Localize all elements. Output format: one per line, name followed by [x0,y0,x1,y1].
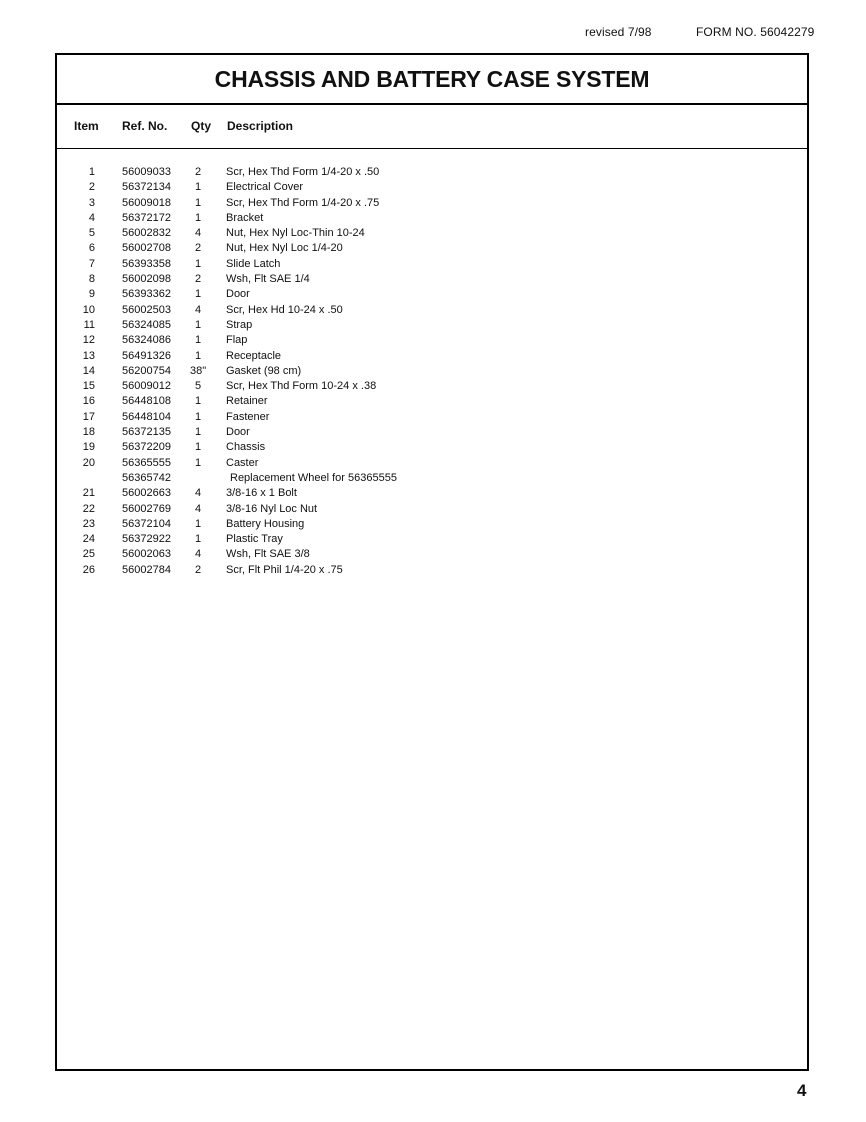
table-row [57,303,807,318]
part-description: Fastener [226,410,270,423]
part-ref-number: 56448104 [122,410,171,423]
table-row [57,471,807,486]
table-row [57,196,807,211]
table-row [57,425,807,440]
part-item-number: 3 [88,196,95,209]
part-ref-number: 56002784 [122,563,171,576]
part-item-number: 8 [88,273,95,286]
part-quantity: 1 [194,395,202,408]
part-description: Nut, Hex Nyl Loc-Thin 10-24 [226,227,365,240]
table-row [57,517,807,532]
part-description: Flap [226,334,248,347]
part-description: Retainer [226,395,268,408]
part-ref-number: 56009033 [122,166,171,178]
part-ref-number: 56448108 [122,395,171,408]
part-item-number: 25 [82,548,95,561]
revision-date: revised 7/98 [585,25,652,39]
part-item-number: 2 [88,181,95,194]
part-quantity: 1 [194,426,202,439]
part-item-number: 22 [82,502,95,515]
part-quantity: 1 [194,349,202,362]
part-description: Chassis [226,441,266,454]
part-item-number: 23 [82,517,95,530]
part-ref-number: 56200754 [122,364,171,377]
parts-list-frame [55,53,809,1071]
part-ref-number: 56372134 [122,181,171,194]
part-description: Scr, Hex Thd Form 10-24 x .38 [226,380,377,393]
table-row [57,211,807,226]
table-row [57,272,807,287]
part-ref-number: 56002832 [122,227,171,240]
part-ref-number: 56002098 [122,273,171,286]
part-ref-number: 56009018 [122,196,171,209]
part-quantity: 1 [194,211,202,224]
column-header-ref-no: Ref. No. [122,119,168,133]
part-quantity: 4 [194,303,202,316]
part-quantity: 1 [194,288,202,301]
part-ref-number: 56365742 [122,471,171,484]
part-ref-number: 56002663 [122,487,171,500]
part-quantity: 38" [190,364,207,377]
table-row [57,333,807,348]
part-description: Scr, Hex Thd Form 1/4-20 x .75 [226,196,380,209]
table-row [57,394,807,409]
table-row [57,410,807,425]
part-description: Battery Housing [226,517,305,530]
part-item-number: 18 [82,426,95,439]
part-item-number: 20 [82,456,95,469]
table-row [57,547,807,562]
part-item-number: 21 [82,487,95,500]
part-quantity: 4 [194,502,202,515]
part-description: Nut, Hex Nyl Loc 1/4-20 [226,242,343,255]
part-ref-number: 56002708 [122,242,171,255]
part-item-number: 11 [83,318,95,331]
part-item-number: 10 [82,303,95,316]
table-row [57,226,807,241]
part-quantity: 1 [194,441,202,454]
part-description: Scr, Hex Hd 10-24 x .50 [226,303,343,316]
part-item-number: 17 [82,410,95,423]
part-ref-number: 56002063 [122,548,171,561]
part-item-number: 13 [82,349,95,362]
part-ref-number: 56393358 [122,257,171,270]
part-ref-number: 56324085 [122,318,171,331]
part-quantity: 2 [194,242,202,255]
part-description: Wsh, Flt SAE 1/4 [226,273,310,286]
table-row [57,180,807,195]
page-number: 4 [797,1081,807,1100]
column-header-description: Description [227,119,294,133]
part-description: Receptacle [226,349,282,362]
part-quantity: 1 [194,517,202,530]
part-item-number: 6 [88,242,95,255]
part-ref-number: 56372209 [122,441,171,454]
part-description: Door [226,426,250,439]
part-description: Replacement Wheel for 56365555 [230,471,397,484]
part-description: Caster [226,456,259,469]
part-description: 3/8-16 x 1 Bolt [226,487,297,500]
part-quantity: 1 [194,318,202,331]
part-description: Strap [226,318,253,331]
part-item-number: 15 [82,380,95,393]
part-description: Wsh, Flt SAE 3/8 [226,548,310,561]
table-row [57,364,807,379]
part-quantity: 2 [194,166,202,178]
part-quantity: 5 [194,380,202,393]
part-item-number: 5 [88,227,95,240]
table-row [57,379,807,394]
part-item-number: 24 [82,533,95,546]
part-ref-number: 56491326 [122,349,171,362]
part-ref-number: 56365555 [122,456,171,469]
part-ref-number: 56372135 [122,426,171,439]
part-description: 3/8-16 Nyl Loc Nut [226,502,318,515]
part-quantity: 1 [194,196,202,209]
part-item-number: 1 [88,166,95,178]
table-row [57,486,807,501]
part-ref-number: 56393362 [122,288,171,301]
part-quantity: 1 [194,533,202,546]
part-item-number: 19 [82,441,95,454]
part-item-number: 9 [88,288,95,301]
part-quantity: 1 [194,410,202,423]
part-quantity: 1 [194,181,202,194]
part-quantity: 4 [194,227,202,240]
part-item-number: 16 [82,395,95,408]
table-row [57,318,807,333]
part-quantity: 1 [194,257,202,270]
page-title: CHASSIS AND BATTERY CASE SYSTEM [57,55,807,105]
part-item-number: 4 [88,211,95,224]
part-item-number: 26 [82,563,95,576]
part-quantity: 2 [194,563,202,576]
part-description: Gasket (98 cm) [226,364,302,377]
part-ref-number: 56009012 [122,380,171,393]
column-header-item: Item [74,119,99,133]
part-description: Bracket [226,211,264,224]
table-row [57,257,807,272]
table-row [57,532,807,547]
table-row [57,502,807,517]
part-description: Plastic Tray [226,533,283,546]
part-quantity: 1 [194,456,202,469]
column-header-qty: Qty [191,119,212,133]
part-ref-number: 56002503 [122,303,171,316]
part-ref-number: 56372104 [122,517,171,530]
part-ref-number: 56324086 [122,334,171,347]
part-description: Electrical Cover [226,181,304,194]
part-item-number: 7 [88,257,95,270]
part-quantity: 2 [194,273,202,286]
part-description: Scr, Hex Thd Form 1/4-20 x .50 [226,166,380,178]
table-row [57,287,807,302]
part-ref-number: 56002769 [122,502,171,515]
table-row [57,349,807,364]
form-number: FORM NO. 56042279 [696,25,815,39]
part-description: Door [226,288,250,301]
part-quantity: 4 [194,487,202,500]
part-ref-number: 56372172 [122,211,171,224]
table-row [57,563,807,578]
table-row [57,241,807,256]
table-row [57,440,807,455]
part-description: Scr, Flt Phil 1/4-20 x .75 [226,563,343,576]
table-row [57,456,807,471]
part-description: Slide Latch [226,257,281,270]
part-quantity: 4 [194,548,202,561]
part-ref-number: 56372922 [122,533,171,546]
table-header [57,105,807,149]
parts-table-body [57,165,807,578]
part-item-number: 12 [82,334,95,347]
table-row [57,165,807,180]
part-quantity: 1 [194,334,202,347]
part-item-number: 14 [82,364,95,377]
